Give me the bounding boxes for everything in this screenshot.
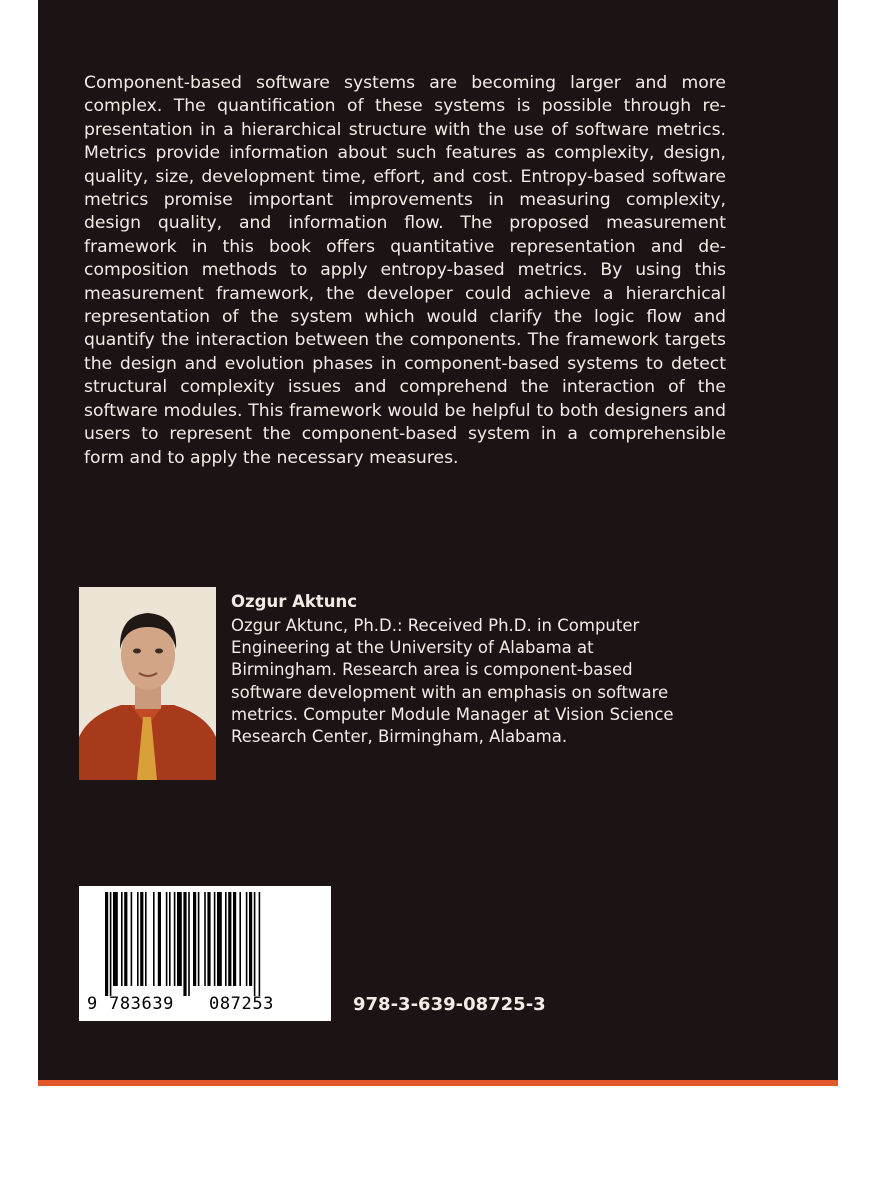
barcode-bar xyxy=(254,892,256,996)
barcode-bar xyxy=(214,892,216,986)
barcode-bar xyxy=(188,892,190,996)
author-bio: Ozgur Aktunc, Ph.D.: Received Ph.D. in Computer Engineering at the University of Alabama at Birmingham. Research area is component-based software development with an emphasis on software metrics. Computer Module Manager at Vision Science Research Center, Birmingham, Alabama. xyxy=(231,616,674,747)
barcode-bar xyxy=(259,892,261,996)
barcode-bar xyxy=(207,892,210,986)
barcode-bar xyxy=(217,892,222,986)
barcode-bar xyxy=(105,892,108,996)
barcode-bar xyxy=(228,892,231,986)
barcode-bar xyxy=(124,892,127,986)
barcode-bar xyxy=(183,892,186,996)
barcode-bar xyxy=(140,892,143,986)
barcode-bar xyxy=(177,892,182,986)
barcode-bar xyxy=(174,892,176,986)
barcode-bar xyxy=(249,892,252,986)
barcode-bar xyxy=(158,892,161,986)
author-photo xyxy=(79,587,216,780)
barcode-bar xyxy=(166,892,168,986)
barcode-bar xyxy=(121,892,123,986)
book-description: Component-based software systems are becoming larger and more complex. The quantification of these systems is possible through re-presentation in a hierarchical structure with the use of software metrics. Metrics provide information about such features as complexity, design, quality, size, development time, effort, and cost. Entropy-based software metrics promise important improvements in measuring complexity, design quality, and information flow. The proposed measurement framework in this book offers quantitative representation and de-composition methods to apply entropy-based metrics. By using this measurement framework, the developer could achieve a hierarchical representation of the system which would clarify the logic flow and quantify the interaction between the components. The framework targets the design and evolution phases in component-based systems to detect structural complexity issues and comprehend the interaction of the software modules. This framework would be helpful to both designers and users to represent the component-based system in a comprehensible form and to apply the necessary measures. xyxy=(84,73,726,468)
isbn: 978-3-639-08725-3 xyxy=(353,994,546,1015)
barcode-bars xyxy=(105,892,307,996)
barcode-first-digit: 9 xyxy=(87,994,98,1014)
barcode-bar xyxy=(110,892,112,996)
barcode-bar xyxy=(153,892,155,986)
barcode-bar xyxy=(239,892,241,986)
barcode-right-digits: 087253 xyxy=(209,994,275,1014)
barcode-digits xyxy=(79,994,331,1018)
barcode-bar xyxy=(193,892,196,986)
barcode-bar xyxy=(113,892,118,986)
barcode-bar xyxy=(131,892,133,986)
barcode-bar xyxy=(204,892,206,986)
accent-stripe xyxy=(38,1080,838,1086)
barcode-bar xyxy=(145,892,147,986)
author-name: Ozgur Aktunc xyxy=(231,592,357,611)
barcode-bar xyxy=(169,892,171,986)
barcode-bar xyxy=(246,892,248,986)
barcode-left-digits: 783639 xyxy=(109,994,175,1014)
barcode-bar xyxy=(198,892,200,986)
barcode xyxy=(79,886,331,1021)
barcode-bar xyxy=(233,892,236,986)
barcode-bar xyxy=(137,892,139,986)
barcode-bar xyxy=(225,892,227,986)
